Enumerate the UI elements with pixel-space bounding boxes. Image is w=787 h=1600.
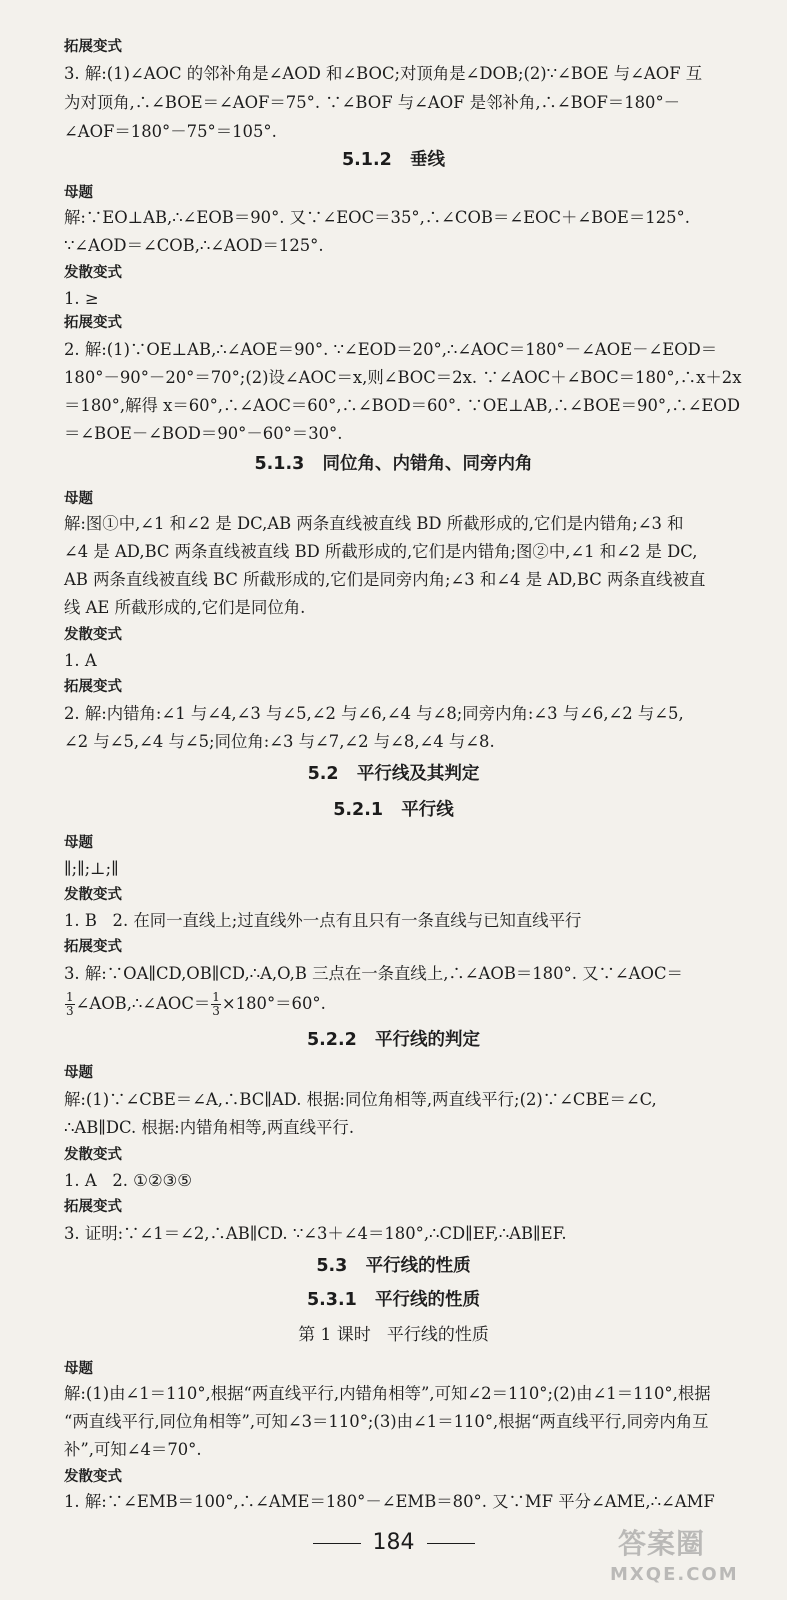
mother-question-label: 母题	[64, 835, 93, 851]
answer-line: AB 两条直线被直线 BC 所截形成的,它们是同旁内角;∠3 和∠4 是 AD,BC 两条直线被直	[64, 570, 706, 589]
section-heading-5-1-3: 5.1.3 同位角、内错角、同旁内角	[254, 454, 533, 474]
expand-variant-label: 拓展变式	[64, 39, 122, 55]
answer-line: 解:∵EO⊥AB,∴∠EOB＝90°. 又∵∠EOC＝35°,∴∠COB＝∠EOC＋∠BOE＝125°.	[64, 208, 690, 227]
answer-line: 解:图①中,∠1 和∠2 是 DC,AB 两条直线被直线 BD 所截形成的,它们是内错角;∠3 和	[64, 514, 684, 533]
answer-line: 1. A 2. ①②③⑤	[64, 1171, 192, 1190]
answer-line: 3. 解:(1)∠AOC 的邻补角是∠AOD 和∠BOC;对顶角是∠DOB;(2)∵∠BOE 与∠AOF 互	[64, 64, 703, 83]
fraction-one-third: $\frac{1}{3}$	[212, 990, 220, 1018]
section-heading-5-1-2: 5.1.2 垂线	[341, 150, 446, 170]
watermark-site: MXQE.COM	[610, 1564, 739, 1585]
section-heading-5-2-1: 5.2.1 平行线	[333, 800, 454, 820]
page-number: 184	[0, 1530, 787, 1555]
answer-line: 线 AE 所截形成的,它们是同位角.	[64, 598, 306, 617]
expand-variant-label: 拓展变式	[64, 679, 122, 695]
answer-line: ＝180°,解得 x＝60°,∴∠AOC＝60°,∴∠BOD＝60°. ∵OE⊥AB,∴∠BOE＝90°,∴∠EOD	[64, 396, 740, 415]
diverge-variant-label: 发散变式	[64, 627, 122, 643]
answer-line: ∥;∥;⊥;∥	[64, 859, 119, 878]
answer-line: 3. 证明:∵∠1＝∠2,∴AB∥CD. ∵∠3＋∠4＝180°,∴CD∥EF,∴AB∥EF.	[64, 1224, 567, 1243]
mother-question-label: 母题	[64, 185, 93, 201]
diverge-variant-label: 发散变式	[64, 1147, 122, 1163]
answer-line-with-fractions: $\frac{1}{3}$ ∠AOB,∴∠AOC＝ $\frac{1}{3}$ ×180°＝60°.	[66, 990, 326, 1018]
mother-question-label: 母题	[64, 1361, 93, 1377]
diverge-variant-label: 发散变式	[64, 1469, 122, 1485]
answer-line: ∠AOF＝180°－75°＝105°.	[64, 122, 277, 141]
answer-line: 2. 解:内错角:∠1 与∠4,∠3 与∠5,∠2 与∠6,∠4 与∠8;同旁内角:∠3 与∠6,∠2 与∠5,	[64, 704, 684, 723]
answer-line: ∠4 是 AD,BC 两条直线被直线 BD 所截形成的,它们是内错角;图②中,∠1 和∠2 是 DC,	[64, 542, 698, 561]
answer-line: 解:(1)由∠1＝110°,根据“两直线平行,内错角相等”,可知∠2＝110°;(2)由∠1＝110°,根据	[64, 1384, 711, 1403]
dash-left	[313, 1543, 361, 1544]
answer-line: “两直线平行,同位角相等”,可知∠3＝110°;(3)由∠1＝110°,根据“两直线平行,同旁内角互	[64, 1412, 709, 1431]
answer-line: 解:(1)∵∠CBE＝∠A,∴BC∥AD. 根据:同位角相等,两直线平行;(2)∵∠CBE＝∠C,	[64, 1090, 657, 1109]
fraction-one-third: $\frac{1}{3}$	[66, 990, 74, 1018]
mother-question-label: 母题	[64, 1065, 93, 1081]
answer-line: 3. 解:∵OA∥CD,OB∥CD,∴A,O,B 三点在一条直线上,∴∠AOB＝180°. 又∵∠AOC＝	[64, 964, 683, 983]
answer-line: 1. B 2. 在同一直线上;过直线外一点有且只有一条直线与已知直线平行	[64, 911, 582, 930]
answer-line: 补”,可知∠4＝70°.	[64, 1440, 202, 1459]
answer-line: ∴AB∥DC. 根据:内错角相等,两直线平行.	[64, 1118, 355, 1137]
expand-variant-label: 拓展变式	[64, 1199, 122, 1215]
expand-variant-label: 拓展变式	[64, 939, 122, 955]
watermark-logo: 答案圈	[618, 1527, 706, 1560]
answer-line: ∠2 与∠5,∠4 与∠5;同位角:∠3 与∠7,∠2 与∠8,∠4 与∠8.	[64, 732, 495, 751]
answer-line: ∵∠AOD＝∠COB,∴∠AOD＝125°.	[64, 236, 324, 255]
mother-question-label: 母题	[64, 491, 93, 507]
dash-right	[427, 1543, 475, 1544]
section-heading-5-2-2: 5.2.2 平行线的判定	[306, 1030, 481, 1050]
site-watermark	[600, 1520, 780, 1592]
diverge-variant-label: 发散变式	[64, 265, 122, 281]
answer-line: 1. ≥	[64, 289, 99, 308]
diverge-variant-label: 发散变式	[64, 887, 122, 903]
answer-line: 1. 解:∵∠EMB＝100°,∴∠AME＝180°－∠EMB＝80°. 又∵MF 平分∠AME,∴∠AMF	[64, 1492, 715, 1511]
answer-line: 为对顶角,∴∠BOE＝∠AOF＝75°. ∵∠BOF 与∠AOF 是邻补角,∴∠BOF＝180°－	[64, 93, 681, 112]
answer-line: ＝∠BOE－∠BOD＝90°－60°＝30°.	[64, 424, 343, 443]
lesson-subheading: 第 1 课时 平行线的性质	[298, 1325, 489, 1345]
section-heading-5-3-1: 5.3.1 平行线的性质	[306, 1290, 481, 1310]
answer-line: 2. 解:(1)∵OE⊥AB,∴∠AOE＝90°. ∵∠EOD＝20°,∴∠AOC＝180°－∠AOE－∠EOD＝	[64, 340, 718, 359]
answer-line: 1. A	[64, 651, 97, 670]
answer-line: 180°－90°－20°＝70°;(2)设∠AOC＝x,则∠BOC＝2x. ∵∠AOC＋∠BOC＝180°,∴x＋2x	[64, 368, 742, 387]
section-heading-5-2: 5.2 平行线及其判定	[307, 764, 480, 784]
section-heading-5-3: 5.3 平行线的性质	[316, 1256, 471, 1276]
expand-variant-label: 拓展变式	[64, 315, 122, 331]
